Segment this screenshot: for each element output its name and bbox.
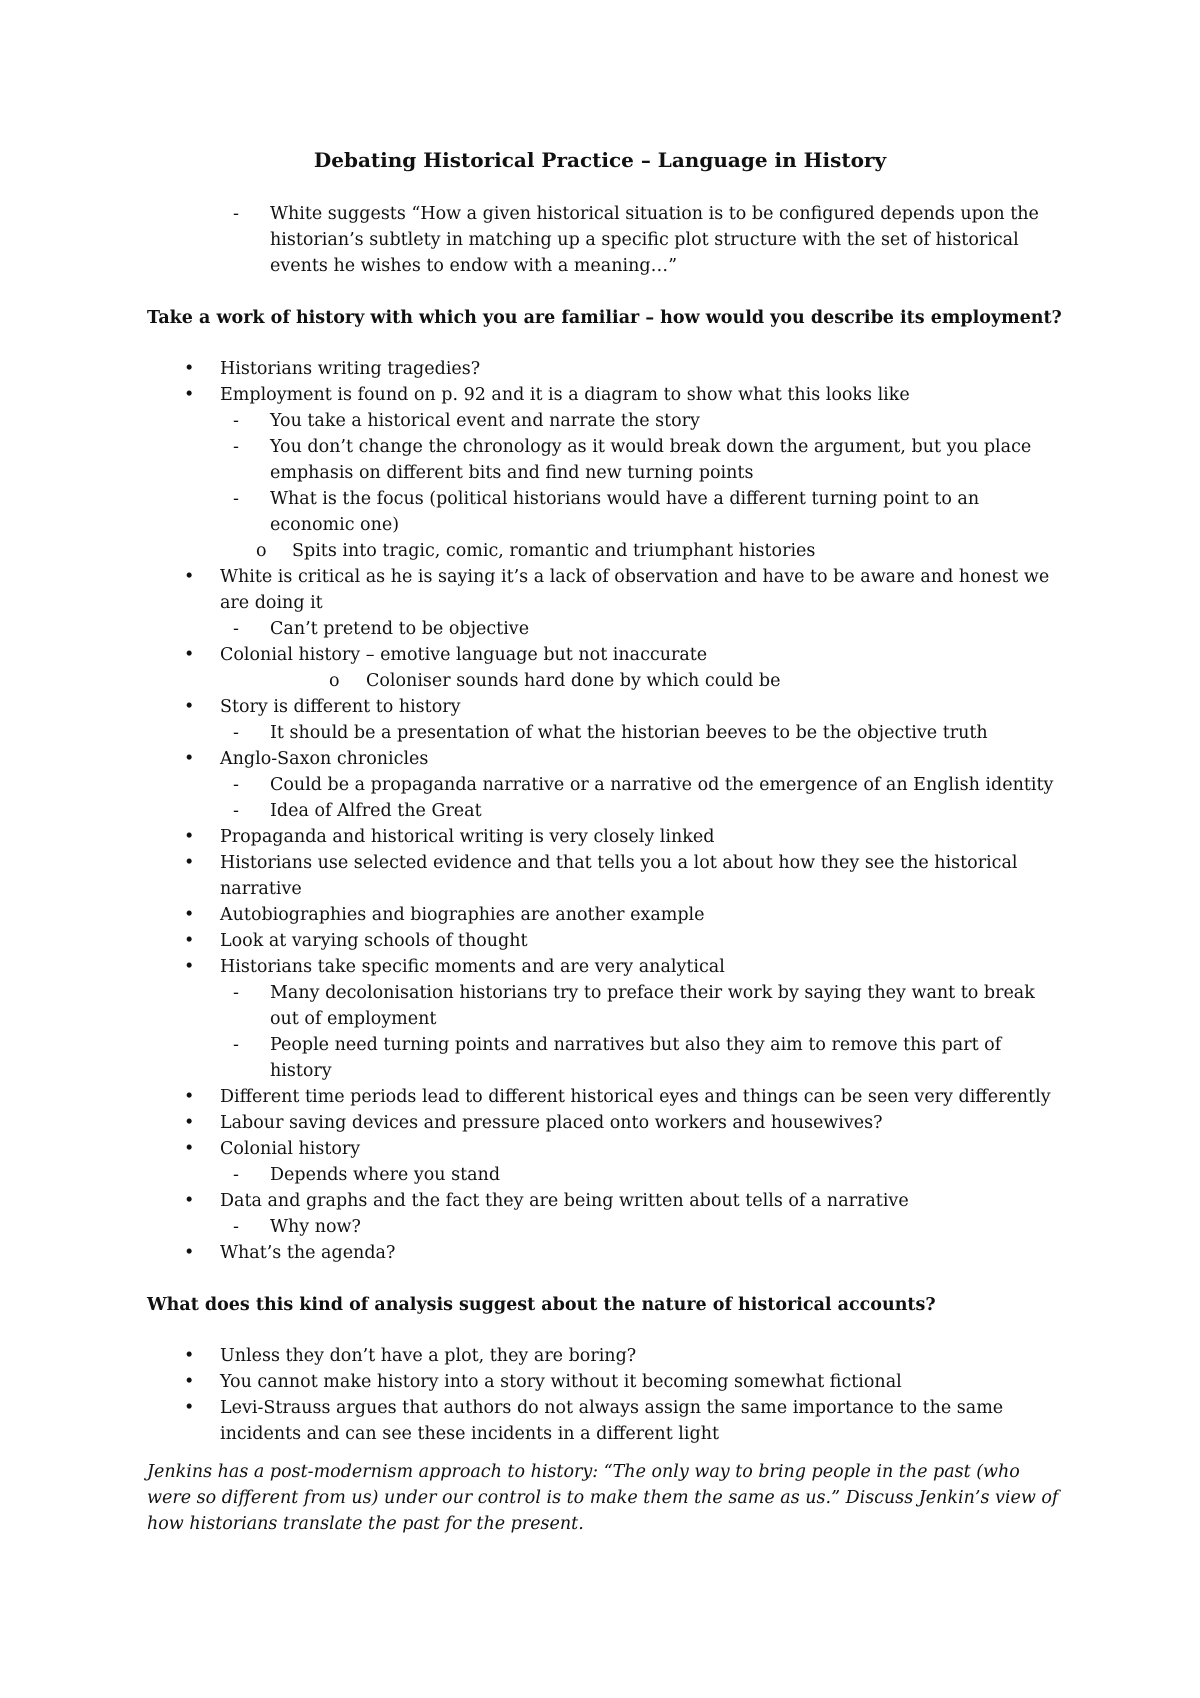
closing-line: how historians translate the past for the present. xyxy=(147,1514,584,1534)
list-item: Colonial history xyxy=(220,1139,361,1159)
sub-sub-item: Spits into tragic, comic, romantic and triumphant histories xyxy=(292,541,816,561)
sub-item: Idea of Alfred the Great xyxy=(270,801,482,821)
bullet-marker: • xyxy=(184,853,195,873)
sub-item: economic one) xyxy=(270,515,400,535)
list-item: Historians use selected evidence and that tells you a lot about how they see the historical xyxy=(220,853,1018,873)
bullet-marker: • xyxy=(184,385,195,405)
dash-marker: - xyxy=(233,437,239,457)
list-item: Propaganda and historical writing is very closely linked xyxy=(220,827,715,847)
list-item: Labour saving devices and pressure placed onto workers and housewives? xyxy=(220,1113,883,1133)
sub-item: out of employment xyxy=(270,1009,437,1029)
sub-item: You take a historical event and narrate the story xyxy=(270,411,700,431)
bullet-marker: • xyxy=(184,1346,195,1366)
bullet-marker: • xyxy=(184,957,195,977)
sub-item: You don’t change the chronology as it would break down the argument, but you place xyxy=(270,437,1032,457)
list-item: Different time periods lead to different historical eyes and things can be seen very differently xyxy=(220,1087,1051,1107)
circle-marker: o xyxy=(329,671,340,691)
sub-item: People need turning points and narratives but also they aim to remove this part of xyxy=(270,1035,1002,1055)
dash-marker: - xyxy=(233,204,239,224)
list-item: Historians writing tragedies? xyxy=(220,359,481,379)
sub-sub-item: Coloniser sounds hard done by which could be xyxy=(366,671,781,691)
bullet-marker: • xyxy=(184,827,195,847)
dash-marker: - xyxy=(233,983,239,1003)
list-item: Look at varying schools of thought xyxy=(220,931,528,951)
list-item: Historians take specific moments and are very analytical xyxy=(220,957,725,977)
sub-item: emphasis on different bits and find new turning points xyxy=(270,463,754,483)
bullet-marker: • xyxy=(184,1398,195,1418)
section-heading-1: Take a work of history with which you are familiar – how would you describe its employment? xyxy=(147,308,1062,328)
dash-marker: - xyxy=(233,1165,239,1185)
list-item: Autobiographies and biographies are another example xyxy=(220,905,705,925)
dash-marker: - xyxy=(233,619,239,639)
bullet-marker: • xyxy=(184,1139,195,1159)
sub-item: Why now? xyxy=(270,1217,361,1237)
sub-item: Many decolonisation historians try to preface their work by saying they want to break xyxy=(270,983,1035,1003)
bullet-marker: • xyxy=(184,1191,195,1211)
list-item: You cannot make history into a story without it becoming somewhat fictional xyxy=(220,1372,902,1392)
dash-marker: - xyxy=(233,489,239,509)
sub-item: history xyxy=(270,1061,332,1081)
section-heading-2: What does this kind of analysis suggest about the nature of historical accounts? xyxy=(147,1295,936,1315)
list-item: Unless they don’t have a plot, they are boring? xyxy=(220,1346,637,1366)
bullet-marker: • xyxy=(184,1372,195,1392)
list-item: What’s the agenda? xyxy=(220,1243,396,1263)
bullet-marker: • xyxy=(184,749,195,769)
bullet-marker: • xyxy=(184,645,195,665)
list-item: Colonial history – emotive language but not inaccurate xyxy=(220,645,708,665)
intro-line: White suggests “How a given historical situation is to be configured depends upon the xyxy=(270,204,1039,224)
dash-marker: - xyxy=(233,723,239,743)
bullet-marker: • xyxy=(184,359,195,379)
closing-line: were so different from us) under our control is to make them the same as us.” Discuss Jenkin’s view of xyxy=(147,1488,1059,1508)
bullet-marker: • xyxy=(184,931,195,951)
dash-marker: - xyxy=(233,411,239,431)
sub-item: It should be a presentation of what the historian beeves to be the objective truth xyxy=(270,723,988,743)
bullet-marker: • xyxy=(184,697,195,717)
list-item: White is critical as he is saying it’s a lack of observation and have to be aware and honest we xyxy=(220,567,1050,587)
list-item: Story is different to history xyxy=(220,697,461,717)
bullet-marker: • xyxy=(184,1243,195,1263)
list-item: Anglo-Saxon chronicles xyxy=(220,749,429,769)
bullet-marker: • xyxy=(184,905,195,925)
closing-line: Jenkins has a post-modernism approach to history: “The only way to bring people in the past (who xyxy=(147,1462,1020,1482)
sub-item: Can’t pretend to be objective xyxy=(270,619,530,639)
bullet-marker: • xyxy=(184,1087,195,1107)
intro-line: events he wishes to endow with a meaning…” xyxy=(270,256,678,276)
sub-item: What is the focus (political historians would have a different turning point to an xyxy=(270,489,980,509)
sub-item: Depends where you stand xyxy=(270,1165,501,1185)
document-title: Debating Historical Practice – Language in History xyxy=(313,148,887,172)
dash-marker: - xyxy=(233,1217,239,1237)
bullet-marker: • xyxy=(184,567,195,587)
list-item: incidents and can see these incidents in a different light xyxy=(220,1424,719,1444)
bullet-marker: • xyxy=(184,1113,195,1133)
closing-question xyxy=(147,1459,1058,1537)
dash-marker: - xyxy=(233,1035,239,1055)
list-item: Data and graphs and the fact they are being written about tells of a narrative xyxy=(220,1191,909,1211)
sub-item: Could be a propaganda narrative or a narrative od the emergence of an English identity xyxy=(270,775,1054,795)
dash-marker: - xyxy=(233,775,239,795)
dash-marker: - xyxy=(233,801,239,821)
list-item: are doing it xyxy=(220,593,323,613)
circle-marker: o xyxy=(256,541,267,561)
intro-line: historian’s subtlety in matching up a specific plot structure with the set of historical xyxy=(270,230,1019,250)
list-item: narrative xyxy=(220,879,302,899)
list-item: Levi-Strauss argues that authors do not always assign the same importance to the same xyxy=(220,1398,1004,1418)
list-item: Employment is found on p. 92 and it is a diagram to show what this looks like xyxy=(220,385,910,405)
